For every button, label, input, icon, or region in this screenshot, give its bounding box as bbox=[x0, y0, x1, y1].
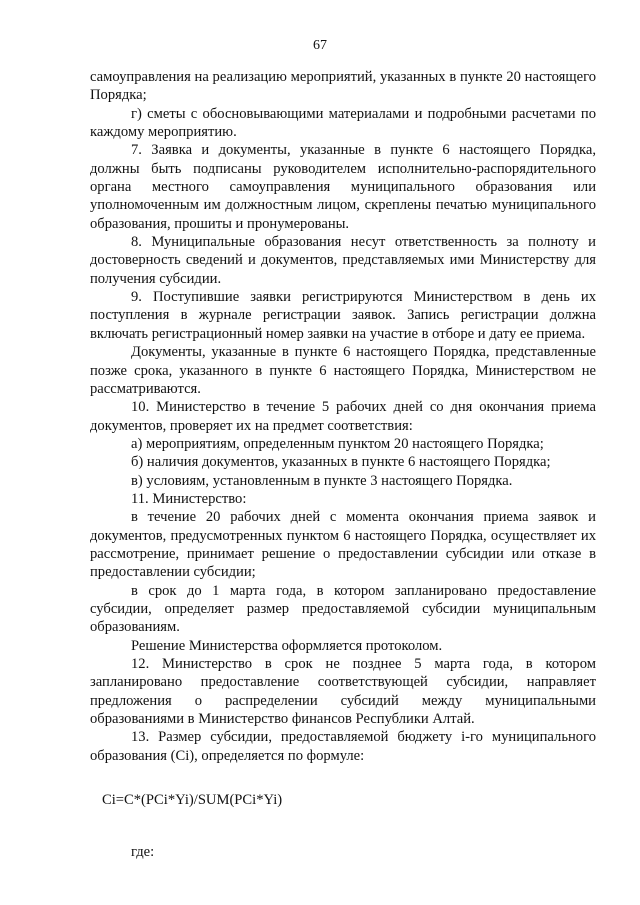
paragraph: 7. Заявка и документы, указанные в пункте 6 настоящего Порядка, должны быть подписаны руководителем исполнительно-распорядительного органа местного самоуправления муниципального образования или уполномоченным им должностным лицом, скреплены печатью муниципального образования, прошиты и пронумерованы. bbox=[90, 142, 596, 232]
paragraph: в срок до 1 марта года, в котором запланировано предоставление субсидии, определяет размер предоставляемой субсидии муниципальным образованиям. bbox=[90, 582, 596, 636]
paragraph: Документы, указанные в пункте 6 настоящего Порядка, представленные позже срока, указанного в пункте 6 настоящего Порядка, Министерством не рассматриваются. bbox=[90, 344, 596, 397]
paragraph: 8. Муниципальные образования несут ответственность за полноту и достоверность сведений и документов, представляемых ими Министерству для получения субсидии. bbox=[90, 234, 596, 287]
paragraph: самоуправления на реализацию мероприятий, указанных в пункте 20 настоящего Порядка; bbox=[90, 69, 596, 104]
paragraph: г) сметы с обосновывающими материалами и подробными расчетами по каждому мероприятию. bbox=[90, 105, 596, 141]
paragraph: 10. Министерство в течение 5 рабочих дней со дня окончания приема документов, проверяет их на предмет соответствия: bbox=[90, 399, 596, 434]
document-body bbox=[90, 68, 596, 862]
page-number: 67 bbox=[313, 38, 327, 53]
paragraph: 12. Министерство в срок не позднее 5 марта года, в котором запланировано предоставление соответствующей субсидии, направляет предложения о распределении субсидий между муниципальными образованиями в Министерство финансов Республики Алтай. bbox=[90, 656, 596, 728]
paragraph: 13. Размер субсидии, предоставляемой бюджету i-го муниципального образования (Ci), определяется по формуле: bbox=[90, 729, 596, 764]
paragraph: 11. Министерство: bbox=[131, 490, 247, 507]
list-item: а) мероприятиям, определенным пунктом 20 настоящего Порядка; bbox=[131, 435, 544, 452]
where-label: где: bbox=[131, 844, 155, 861]
paragraph: Решение Министерства оформляется протоколом. bbox=[131, 637, 443, 654]
list-item: б) наличия документов, указанных в пункте 6 настоящего Порядка; bbox=[131, 454, 551, 471]
formula: Ci=C*(PCi*Yi)/SUM(PCi*Yi) bbox=[102, 792, 283, 809]
paragraph: в течение 20 рабочих дней с момента окончания приема заявок и документов, предусмотренных пунктом 6 настоящего Порядка, осуществляет их рассмотрение, принимает решение о предоставлении субсидии или отказе в предоставлении субсидии; bbox=[90, 509, 596, 581]
paragraph: 9. Поступившие заявки регистрируются Министерством в день их поступления в журнале регистрации заявок. Запись регистрации должна включать регистрационный номер заявки на участие в отборе и дату ее приема. bbox=[90, 289, 596, 342]
list-item: в) условиям, установленным в пункте 3 настоящего Порядка. bbox=[131, 472, 513, 489]
